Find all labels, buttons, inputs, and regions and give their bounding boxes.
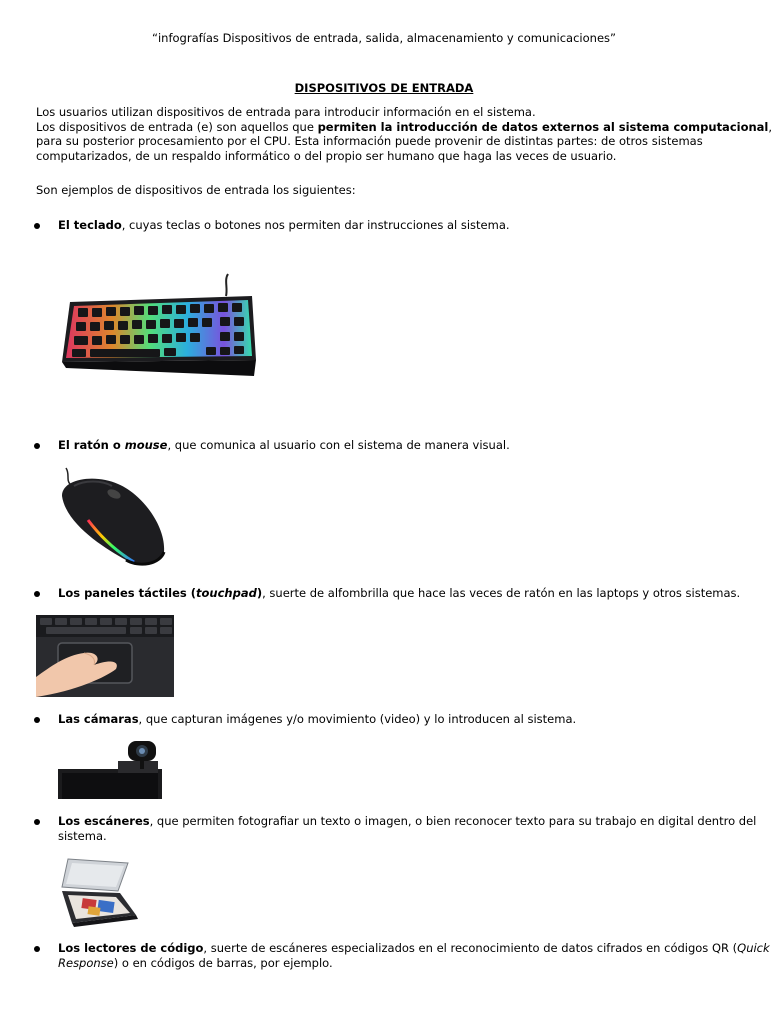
item-term-em: mouse (124, 438, 168, 452)
item-term: Las cámaras (58, 712, 139, 726)
list-item-camera (58, 712, 576, 727)
item-text: , suerte de escáneres especializados en el reconocimiento de datos cifrados en códigos QR ( (203, 941, 738, 955)
intro-line-4: computarizados, de un respaldo informático o del propio ser humano que haga las veces de usuario. (36, 149, 617, 163)
section-heading: DISPOSITIVOS DE ENTRADA (294, 81, 474, 95)
item-text: , suerte de alfombrilla que hace las veces de ratón en las laptops y otros sistemas. (262, 586, 741, 600)
intro-emphasis: permiten la introducción de datos externos al sistema computacional (317, 120, 769, 134)
item-term (58, 438, 167, 452)
document-title: “infografías Dispositivos de entrada, salida, almacenamiento y comunicaciones” (152, 31, 616, 45)
examples-intro: Son ejemplos de dispositivos de entrada los siguientes: (36, 183, 356, 197)
list-item-scanner-cont: sistema. (58, 829, 107, 843)
item-text: , cuyas teclas o botones nos permiten dar instrucciones al sistema. (121, 218, 510, 232)
list-item-code-reader (58, 941, 770, 956)
bullet (34, 223, 40, 229)
bullet (34, 717, 40, 723)
bullet (34, 591, 40, 597)
scanner-image (58, 857, 140, 927)
list-item-mouse (58, 438, 510, 453)
item-term (58, 586, 262, 600)
item-term: Los lectores de código (58, 941, 204, 955)
intro-line-1: Los usuarios utilizan dispositivos de entrada para introducir información en el sistema. (36, 105, 536, 119)
item-term-part: El ratón o (58, 438, 125, 452)
list-item-code-reader-cont (58, 956, 333, 971)
item-em: Quick (737, 941, 770, 955)
item-text: , que comunica al usuario con el sistema de manera visual. (167, 438, 510, 452)
item-em: Response (58, 956, 114, 970)
bullet (34, 819, 40, 825)
item-text: , que capturan imágenes y/o movimiento (video) y lo introducen al sistema. (138, 712, 577, 726)
bullet (34, 946, 40, 952)
intro-line-2 (36, 120, 772, 135)
keyboard-image (56, 250, 258, 418)
item-term-part: Los paneles táctiles ( (58, 586, 197, 600)
mouse-image (56, 466, 168, 568)
camera-image (58, 737, 172, 799)
item-term-part: ) (256, 586, 263, 600)
list-item-keyboard (58, 218, 510, 233)
item-term: El teclado (58, 218, 122, 232)
item-text: , que permiten fotografiar un texto o imagen, o bien reconocer texto para su trabajo en digital dentro del (149, 814, 757, 828)
item-term-em: touchpad (196, 586, 257, 600)
item-text: ) o en códigos de barras, por ejemplo. (113, 956, 333, 970)
list-item-touchpad (58, 586, 740, 601)
bullet (34, 443, 40, 449)
list-item-scanner (58, 814, 756, 829)
item-term: Los escáneres (58, 814, 150, 828)
intro-text: Los dispositivos de entrada (e) son aquellos que (36, 120, 318, 134)
touchpad-image (36, 615, 174, 697)
intro-comma: , (768, 120, 772, 134)
intro-line-3: para su posterior procesamiento por el CPU. Esta información puede provenir de distintas partes: de otros sistemas (36, 134, 703, 148)
